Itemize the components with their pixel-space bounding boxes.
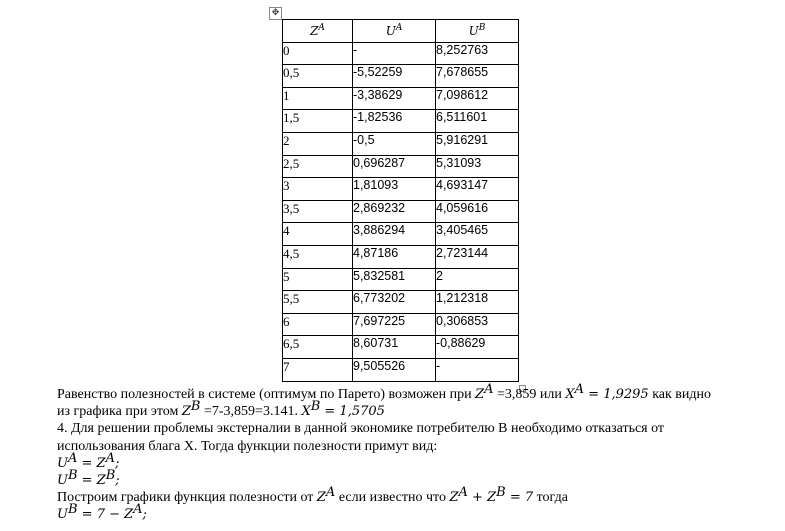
table-row (283, 336, 519, 359)
cell-ub: 2 (436, 268, 519, 291)
table-row (283, 291, 519, 314)
header-ub: $U^B$ (436, 20, 519, 43)
table-header-row (283, 20, 519, 43)
cell-za: 5 (283, 268, 353, 291)
cell-ub: -0,88629 (436, 336, 519, 359)
formula-ub: $U^B = Z^B$; (57, 468, 120, 489)
utility-table (282, 19, 519, 382)
cell-za: 2 (283, 132, 353, 155)
cell-ub: 3,405465 (436, 223, 519, 246)
table-row (283, 268, 519, 291)
cell-ua: - (353, 42, 436, 65)
cell-ua: 6,773202 (353, 291, 436, 314)
cell-za: 6,5 (283, 336, 353, 359)
cell-za: 0 (283, 42, 353, 65)
table-row (283, 313, 519, 336)
cell-ub: 7,098612 (436, 87, 519, 110)
header-za: $Z^A$ (283, 20, 353, 43)
cell-za: 7 (283, 358, 353, 381)
table-row (283, 358, 519, 381)
formula-ub-constraint: $U^B = 7 - Z^A$; (57, 502, 147, 523)
cell-ub: 6,511601 (436, 110, 519, 133)
cell-za: 1 (283, 87, 353, 110)
cell-ub: 5,31093 (436, 155, 519, 178)
cell-ub: 1,212318 (436, 291, 519, 314)
cell-ua: 9,505526 (353, 358, 436, 381)
cell-ua: 0,696287 (353, 155, 436, 178)
table-row (283, 132, 519, 155)
cell-ua: 3,886294 (353, 223, 436, 246)
table-move-handle-icon[interactable]: ✥ (269, 7, 282, 20)
cell-ub: 8,252763 (436, 42, 519, 65)
table-row (283, 42, 519, 65)
body-text (57, 382, 757, 524)
cell-ua: 1,81093 (353, 178, 436, 201)
cell-za: 0,5 (283, 65, 353, 88)
cell-ub: 4,693147 (436, 178, 519, 201)
table-row (283, 178, 519, 201)
header-ua: $U^A$ (353, 20, 436, 43)
table-row (283, 110, 519, 133)
table-row (283, 245, 519, 268)
cell-za: 3,5 (283, 200, 353, 223)
table-body (283, 42, 519, 381)
formula-ua: $U^A = Z^A$; (57, 450, 120, 471)
paragraph-externality-line-2: использования блага X. Тогда функции полезности примут вид: (57, 438, 438, 454)
paragraph-externality-line-1: 4. Для решении проблемы экстерналии в данной экономике потребителю В необходимо отказаться от (57, 421, 665, 437)
cell-ub: 5,916291 (436, 132, 519, 155)
cell-ua: -0,5 (353, 132, 436, 155)
cell-za: 3 (283, 178, 353, 201)
cell-za: 5,5 (283, 291, 353, 314)
cell-ua: 5,832581 (353, 268, 436, 291)
cell-za: 4 (283, 223, 353, 246)
cell-za: 2,5 (283, 155, 353, 178)
paragraph-pareto-line-1: Равенство полезностей в системе (оптимум по Парето) возможен при $Z^A =3,859$ или $X^A = 1,9295$ как видно (57, 382, 712, 402)
cell-ua: -1,82536 (353, 110, 436, 133)
cell-ub: - (436, 358, 519, 381)
table-row (283, 65, 519, 88)
cell-ua: 4,87186 (353, 245, 436, 268)
cell-ub: 0,306853 (436, 313, 519, 336)
cell-ub: 7,678655 (436, 65, 519, 88)
cell-ub: 2,723144 (436, 245, 519, 268)
table-row (283, 223, 519, 246)
cell-ua: 2,869232 (353, 200, 436, 223)
cell-ub: 4,059616 (436, 200, 519, 223)
paragraph-graphs: Построим графики функция полезности от $Z^A$ если известно что $Z^A + Z^B = 7$ тогда (57, 485, 568, 506)
cell-ua: -3,38629 (353, 87, 436, 110)
cell-za: 1,5 (283, 110, 353, 133)
table-row (283, 155, 519, 178)
cell-ua: 8,60731 (353, 336, 436, 359)
table-row (283, 200, 519, 223)
cell-ua: -5,52259 (353, 65, 436, 88)
cell-za: 6 (283, 313, 353, 336)
table-row (283, 87, 519, 110)
cell-ua: 7,697225 (353, 313, 436, 336)
paragraph-pareto-line-2: из графика при этом $Z^B =7-3,859=3.141$. $X^B = 1,5705$ (57, 399, 385, 420)
cell-za: 4,5 (283, 245, 353, 268)
